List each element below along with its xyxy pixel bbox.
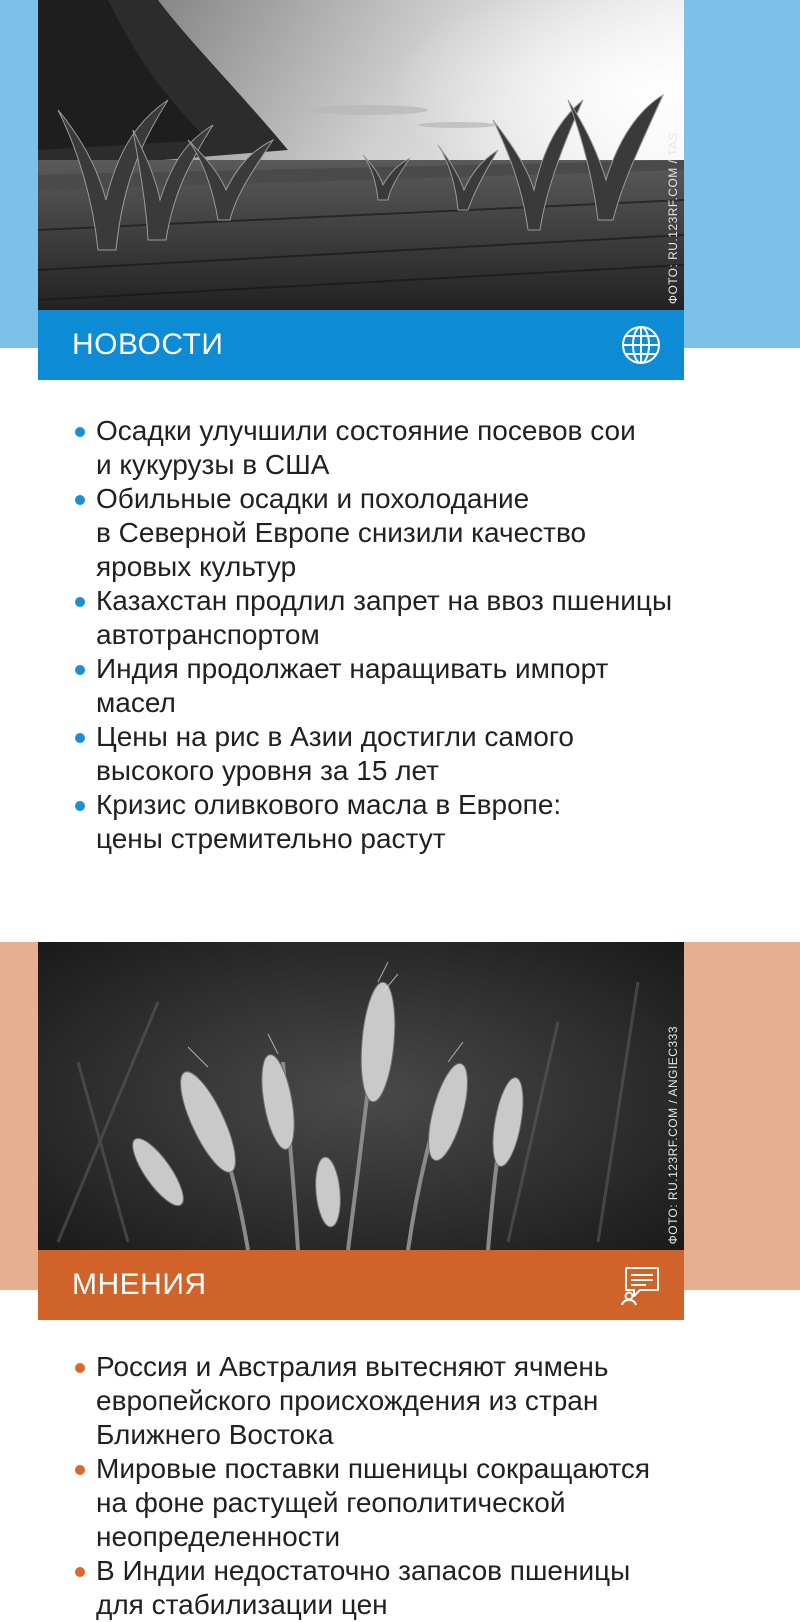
news-item: Кризис оливкового масла в Европе: цены стремительно растут	[72, 788, 762, 856]
news-item: Осадки улучшили состояние посевов сои и кукурузы в США	[72, 414, 762, 482]
bullet-dot	[75, 427, 85, 437]
cornfield-photo	[38, 0, 684, 310]
opinions-list	[72, 1350, 762, 1622]
bullet-dot	[75, 495, 85, 505]
bullet-dot	[75, 733, 85, 743]
globe-icon	[620, 324, 662, 366]
news-item: Обильные осадки и похолодание в Северной Европе снизили качество яровых культур	[72, 482, 762, 584]
news-item: Казахстан продлил запрет на ввоз пшеницы автотранспортом	[72, 584, 762, 652]
news-title: НОВОСТИ	[72, 328, 224, 361]
opinions-photo-credit: ФОТО: RU.123RF.COM / ANGIEC333	[666, 1025, 680, 1244]
opinion-item: В Индии недостаточно запасов пшеницы для стабилизации цен	[72, 1554, 762, 1622]
bullet-dot	[75, 1567, 85, 1577]
opinions-header-bar	[38, 1250, 684, 1320]
bullet-dot	[75, 1363, 85, 1373]
news-item: Индия продолжает наращивать импорт масел	[72, 652, 762, 720]
opinions-title: МНЕНИЯ	[72, 1268, 207, 1301]
news-photo	[38, 0, 684, 310]
news-photo-credit: ФОТО: RU.123RF.COM / TAS	[666, 131, 680, 304]
bullet-dot	[75, 597, 85, 607]
opinion-item: Россия и Австралия вытесняют ячмень европейского происхождения из стран Ближнего Востока	[72, 1350, 762, 1452]
wheat-photo	[38, 942, 684, 1250]
opinion-item: Мировые поставки пшеницы сокращаются на фоне растущей геополитической неопределенности	[72, 1452, 762, 1554]
bullet-dot	[75, 801, 85, 811]
bullet-dot	[75, 665, 85, 675]
bullet-dot	[75, 1465, 85, 1475]
news-header-bar	[38, 310, 684, 380]
news-item: Цены на рис в Азии достигли самого высокого уровня за 15 лет	[72, 720, 762, 788]
chat-bubble-person-icon	[620, 1264, 662, 1306]
opinions-photo	[38, 942, 684, 1250]
news-list	[72, 414, 762, 856]
